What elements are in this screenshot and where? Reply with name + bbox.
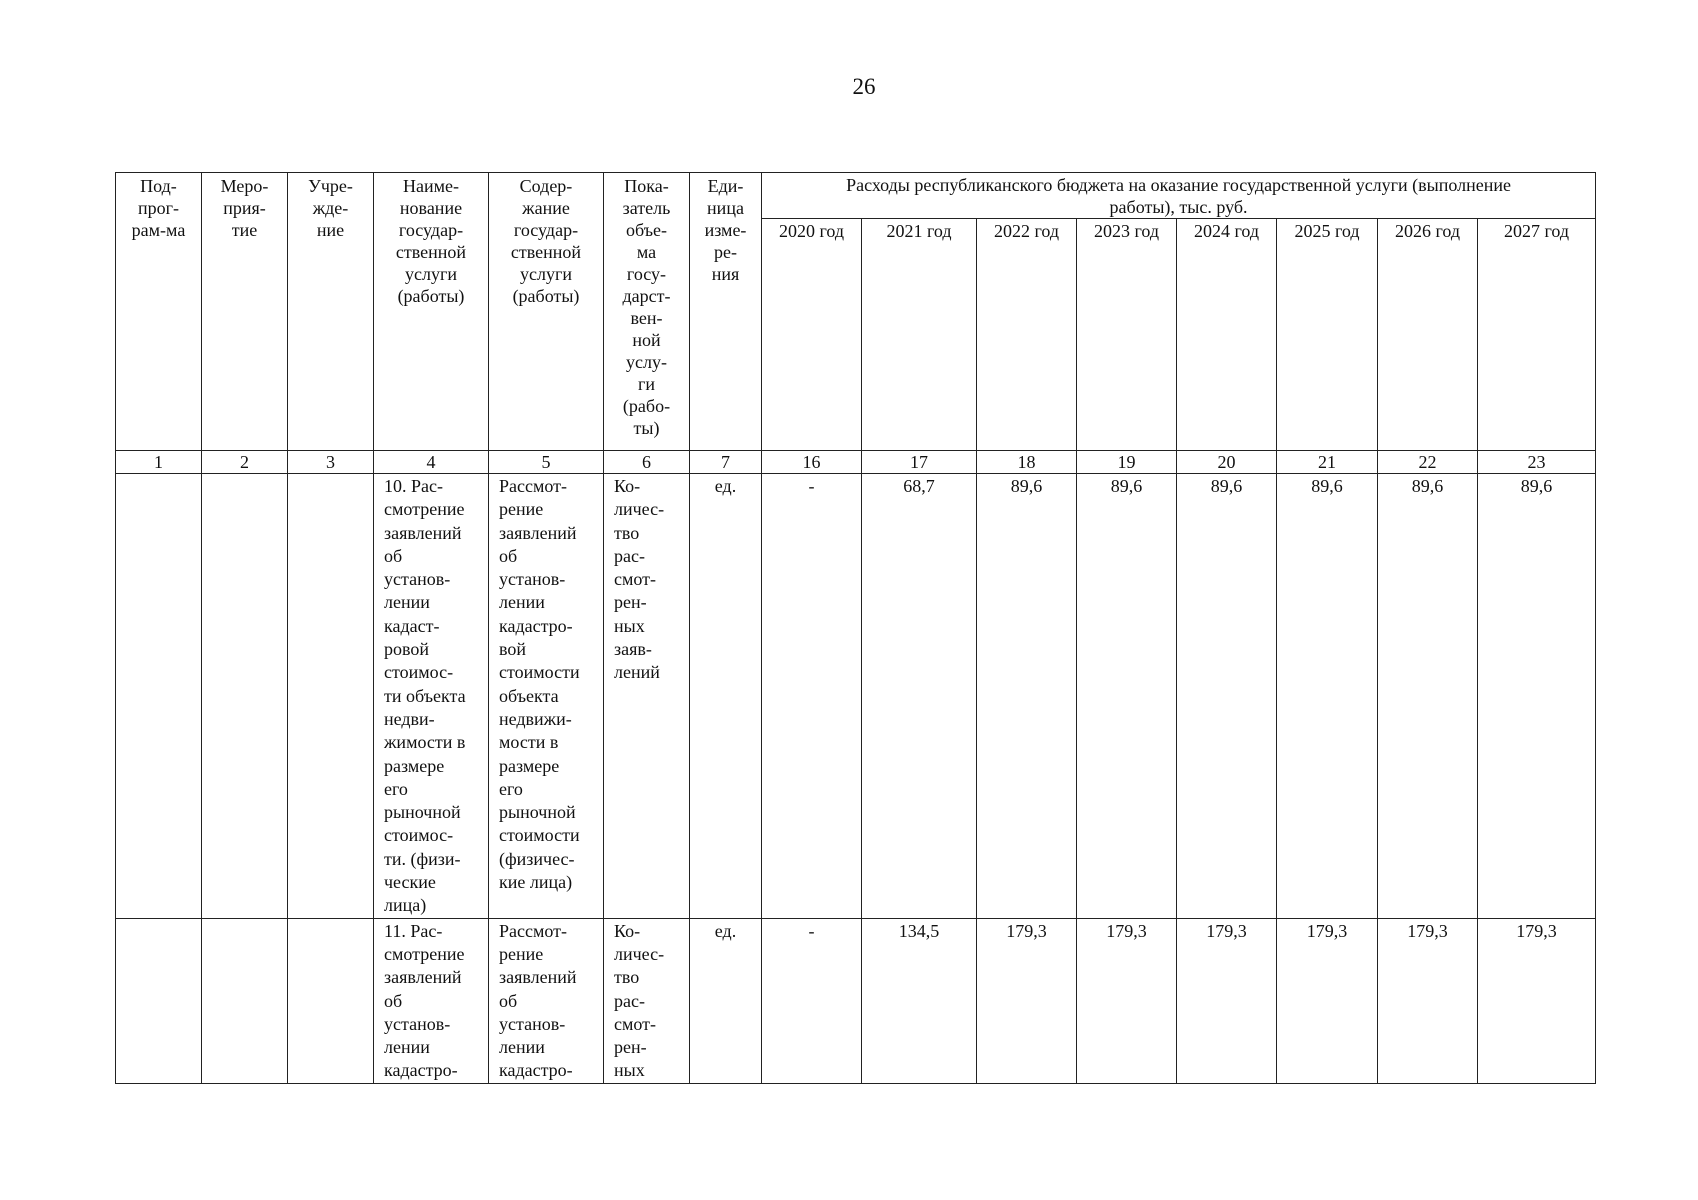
column-number: 3 (288, 451, 374, 474)
header-row (116, 173, 1596, 219)
header-expenses: Расходы республиканского бюджета на оказание государственной услуги (выполнение работы), тыс. руб. (762, 173, 1596, 219)
cell-service-name: 10. Рас- смотрение заявлений об установ- лении кадаст- ровой стоимос- ти объекта недви- жимости в размере его рыночной стоимос- ти. (физи- ческие лица) (374, 474, 489, 919)
header-service-content: Содер- жание государ- ственной услуги (работы) (489, 173, 604, 451)
cell-value: 89,6 (1378, 474, 1478, 919)
cell-value: 179,3 (1277, 918, 1378, 1083)
column-number: 18 (977, 451, 1077, 474)
cell-value: 89,6 (1177, 474, 1277, 919)
header-year: 2022 год (977, 219, 1077, 451)
cell-service-content: Рассмот- рение заявлений об установ- лении кадастро- (489, 918, 604, 1083)
cell-value: 89,6 (1277, 474, 1378, 919)
header-unit: Еди- ница изме- ре- ния (690, 173, 762, 451)
cell-subprogram (116, 918, 202, 1083)
column-number: 21 (1277, 451, 1378, 474)
header-service-name: Наиме- нование государ- ственной услуги (работы) (374, 173, 489, 451)
cell-value: 89,6 (977, 474, 1077, 919)
column-number: 1 (116, 451, 202, 474)
header-year: 2020 год (762, 219, 862, 451)
cell-value: 179,3 (1177, 918, 1277, 1083)
column-number: 20 (1177, 451, 1277, 474)
cell-measure (202, 918, 288, 1083)
header-year: 2025 год (1277, 219, 1378, 451)
cell-value: - (762, 474, 862, 919)
header-year: 2024 год (1177, 219, 1277, 451)
cell-value: 179,3 (1378, 918, 1478, 1083)
cell-value: 179,3 (1478, 918, 1596, 1083)
budget-table (115, 172, 1596, 1084)
column-number: 2 (202, 451, 288, 474)
cell-indicator: Ко- личес- тво рас- смот- рен- ных (604, 918, 690, 1083)
cell-institution (288, 918, 374, 1083)
table-row (116, 918, 1596, 1083)
cell-service-content: Рассмот- рение заявлений об установ- лении кадастро- вой стоимости объекта недвижи- мости в размере его рыночной стоимости (физичес- кие лица) (489, 474, 604, 919)
header-year: 2026 год (1378, 219, 1478, 451)
cell-institution (288, 474, 374, 919)
cell-value: 179,3 (1077, 918, 1177, 1083)
header-subprogram: Под- прог- рам-ма (116, 173, 202, 451)
cell-value: 68,7 (862, 474, 977, 919)
cell-measure (202, 474, 288, 919)
cell-unit: ед. (690, 474, 762, 919)
page-number: 26 (852, 74, 876, 99)
header-year: 2027 год (1478, 219, 1596, 451)
column-number: 23 (1478, 451, 1596, 474)
cell-subprogram (116, 474, 202, 919)
column-number: 7 (690, 451, 762, 474)
column-number: 6 (604, 451, 690, 474)
header-institution: Учре- жде- ние (288, 173, 374, 451)
column-number: 5 (489, 451, 604, 474)
column-number: 22 (1378, 451, 1478, 474)
cell-unit: ед. (690, 918, 762, 1083)
header-measure: Меро- прия- тие (202, 173, 288, 451)
cell-value: 89,6 (1478, 474, 1596, 919)
cell-value: 134,5 (862, 918, 977, 1083)
column-numbers-row (116, 451, 1596, 474)
column-number: 16 (762, 451, 862, 474)
header-year: 2023 год (1077, 219, 1177, 451)
header-volume-indicator: Пока- затель объе- ма госу- дарст- вен- ной услу- ги (рабо- ты) (604, 173, 690, 451)
header-year: 2021 год (862, 219, 977, 451)
column-number: 4 (374, 451, 489, 474)
cell-value: 89,6 (1077, 474, 1177, 919)
cell-service-name: 11. Рас- смотрение заявлений об установ- лении кадастро- (374, 918, 489, 1083)
column-number: 19 (1077, 451, 1177, 474)
table-row (116, 474, 1596, 919)
cell-indicator: Ко- личес- тво рас- смот- рен- ных заяв- лений (604, 474, 690, 919)
cell-value: 179,3 (977, 918, 1077, 1083)
cell-value: - (762, 918, 862, 1083)
column-number: 17 (862, 451, 977, 474)
